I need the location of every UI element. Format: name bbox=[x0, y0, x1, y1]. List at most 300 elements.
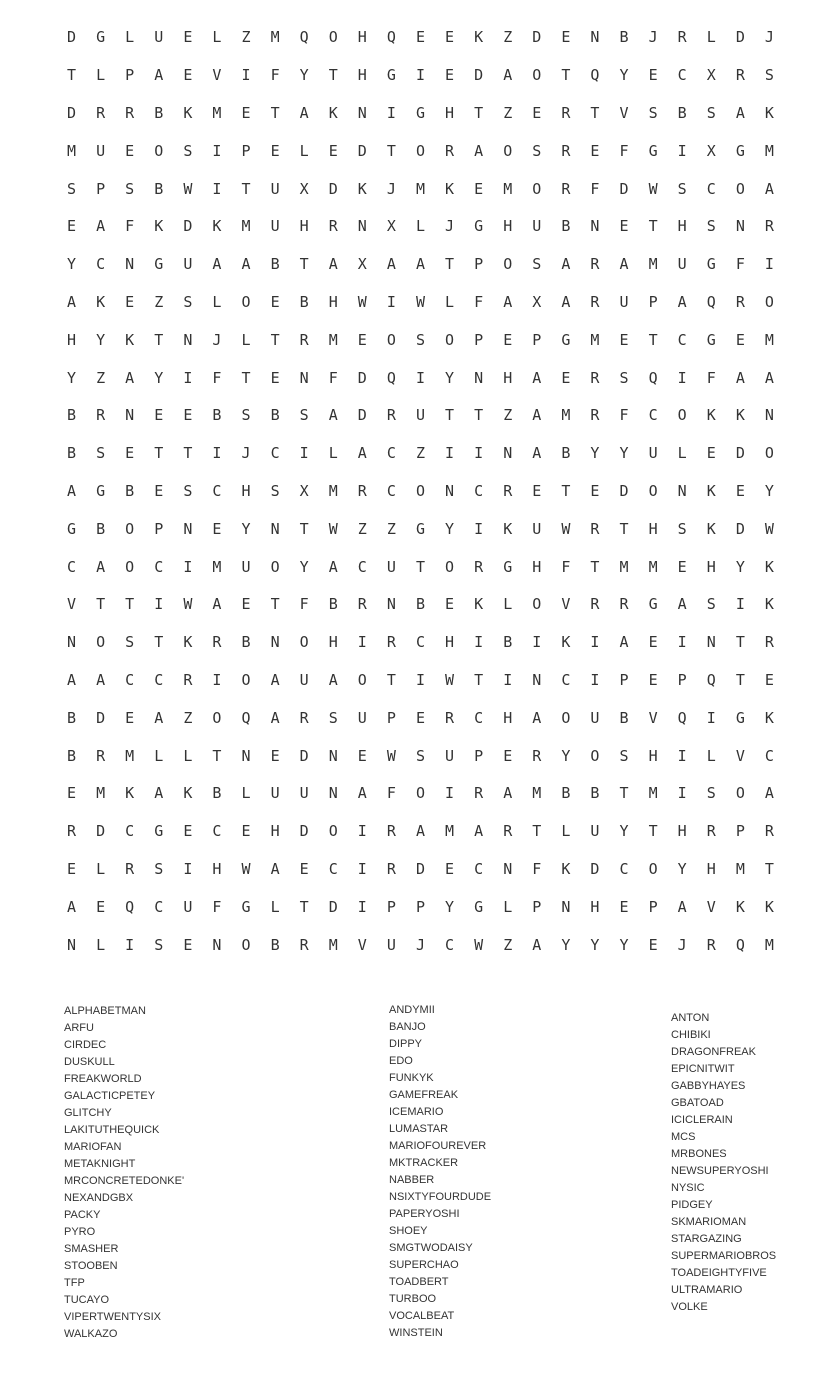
grid-letter[interactable]: B bbox=[125, 481, 135, 500]
grid-letter[interactable]: E bbox=[590, 481, 600, 500]
grid-letter[interactable]: T bbox=[590, 557, 600, 576]
grid-letter[interactable]: D bbox=[328, 179, 338, 198]
grid-letter[interactable]: Y bbox=[619, 66, 629, 85]
grid-letter[interactable]: E bbox=[474, 179, 484, 198]
grid-letter[interactable]: D bbox=[96, 822, 106, 841]
grid-letter[interactable]: D bbox=[735, 28, 745, 47]
grid-letter[interactable]: T bbox=[125, 595, 135, 614]
grid-letter[interactable]: H bbox=[445, 103, 455, 122]
grid-letter[interactable]: U bbox=[532, 519, 542, 538]
grid-letter[interactable]: H bbox=[648, 746, 658, 765]
grid-letter[interactable]: K bbox=[764, 557, 774, 576]
grid-letter[interactable]: M bbox=[328, 330, 338, 349]
grid-letter[interactable]: A bbox=[154, 784, 164, 803]
grid-letter[interactable]: K bbox=[183, 633, 193, 652]
grid-letter[interactable]: E bbox=[241, 822, 251, 841]
grid-letter[interactable]: P bbox=[415, 897, 425, 916]
grid-letter[interactable]: O bbox=[648, 859, 658, 878]
grid-letter[interactable]: L bbox=[706, 28, 716, 47]
grid-letter[interactable]: Z bbox=[503, 935, 513, 954]
grid-letter[interactable]: T bbox=[474, 406, 484, 425]
grid-letter[interactable]: O bbox=[270, 557, 280, 576]
grid-letter[interactable]: Z bbox=[386, 519, 396, 538]
grid-letter[interactable]: D bbox=[619, 179, 629, 198]
grid-letter[interactable]: B bbox=[299, 292, 309, 311]
grid-letter[interactable]: I bbox=[357, 897, 367, 916]
grid-letter[interactable]: H bbox=[328, 292, 338, 311]
grid-letter[interactable]: I bbox=[474, 633, 484, 652]
grid-letter[interactable]: I bbox=[125, 935, 135, 954]
grid-letter[interactable]: D bbox=[299, 822, 309, 841]
grid-letter[interactable]: Q bbox=[386, 28, 396, 47]
grid-letter[interactable]: O bbox=[241, 935, 251, 954]
grid-letter[interactable]: O bbox=[677, 406, 687, 425]
grid-letter[interactable]: T bbox=[154, 633, 164, 652]
grid-letter[interactable]: K bbox=[764, 708, 774, 727]
grid-letter[interactable]: T bbox=[474, 670, 484, 689]
grid-letter[interactable]: S bbox=[619, 746, 629, 765]
grid-letter[interactable]: N bbox=[590, 217, 600, 236]
grid-letter[interactable]: E bbox=[270, 368, 280, 387]
grid-letter[interactable]: T bbox=[735, 633, 745, 652]
grid-letter[interactable]: B bbox=[503, 633, 513, 652]
grid-letter[interactable]: L bbox=[503, 595, 513, 614]
grid-letter[interactable]: C bbox=[154, 670, 164, 689]
grid-letter[interactable]: O bbox=[532, 595, 542, 614]
grid-letter[interactable]: R bbox=[212, 633, 222, 652]
grid-letter[interactable]: Y bbox=[590, 444, 600, 463]
grid-letter[interactable]: I bbox=[735, 595, 745, 614]
grid-letter[interactable]: Y bbox=[154, 368, 164, 387]
grid-letter[interactable]: A bbox=[386, 255, 396, 274]
grid-letter[interactable]: B bbox=[328, 595, 338, 614]
grid-letter[interactable]: C bbox=[212, 481, 222, 500]
grid-letter[interactable]: F bbox=[532, 859, 542, 878]
grid-letter[interactable]: A bbox=[415, 822, 425, 841]
grid-letter[interactable]: E bbox=[125, 708, 135, 727]
grid-letter[interactable]: H bbox=[648, 519, 658, 538]
grid-letter[interactable]: Y bbox=[677, 859, 687, 878]
grid-letter[interactable]: E bbox=[445, 859, 455, 878]
grid-letter[interactable]: N bbox=[270, 519, 280, 538]
grid-letter[interactable]: S bbox=[67, 179, 77, 198]
grid-letter[interactable]: R bbox=[96, 103, 106, 122]
grid-letter[interactable]: R bbox=[386, 822, 396, 841]
grid-letter[interactable]: O bbox=[125, 557, 135, 576]
grid-letter[interactable]: L bbox=[241, 330, 251, 349]
grid-letter[interactable]: U bbox=[386, 557, 396, 576]
grid-letter[interactable]: H bbox=[212, 859, 222, 878]
grid-letter[interactable]: Y bbox=[619, 822, 629, 841]
grid-letter[interactable]: B bbox=[677, 103, 687, 122]
grid-letter[interactable]: A bbox=[532, 935, 542, 954]
grid-letter[interactable]: T bbox=[67, 66, 77, 85]
grid-letter[interactable]: B bbox=[561, 444, 571, 463]
grid-letter[interactable]: U bbox=[619, 292, 629, 311]
grid-letter[interactable]: S bbox=[619, 368, 629, 387]
grid-letter[interactable]: L bbox=[183, 746, 193, 765]
grid-letter[interactable]: T bbox=[561, 66, 571, 85]
grid-letter[interactable]: A bbox=[764, 784, 774, 803]
grid-letter[interactable]: E bbox=[445, 28, 455, 47]
grid-letter[interactable]: K bbox=[561, 633, 571, 652]
grid-letter[interactable]: I bbox=[532, 633, 542, 652]
grid-letter[interactable]: A bbox=[532, 406, 542, 425]
grid-letter[interactable]: V bbox=[648, 708, 658, 727]
grid-letter[interactable]: A bbox=[357, 444, 367, 463]
grid-letter[interactable]: I bbox=[415, 670, 425, 689]
grid-letter[interactable]: W bbox=[648, 179, 658, 198]
grid-letter[interactable]: A bbox=[328, 557, 338, 576]
grid-letter[interactable]: G bbox=[154, 255, 164, 274]
grid-letter[interactable]: G bbox=[154, 822, 164, 841]
grid-letter[interactable]: O bbox=[415, 141, 425, 160]
grid-letter[interactable]: V bbox=[735, 746, 745, 765]
grid-letter[interactable]: H bbox=[67, 330, 77, 349]
grid-letter[interactable]: F bbox=[619, 406, 629, 425]
grid-letter[interactable]: S bbox=[125, 633, 135, 652]
grid-letter[interactable]: D bbox=[735, 519, 745, 538]
grid-letter[interactable]: W bbox=[561, 519, 571, 538]
grid-letter[interactable]: R bbox=[474, 784, 484, 803]
grid-letter[interactable]: L bbox=[154, 746, 164, 765]
grid-letter[interactable]: C bbox=[474, 859, 484, 878]
grid-letter[interactable]: T bbox=[328, 66, 338, 85]
grid-letter[interactable]: Y bbox=[561, 746, 571, 765]
grid-letter[interactable]: D bbox=[328, 897, 338, 916]
grid-letter[interactable]: C bbox=[270, 444, 280, 463]
grid-letter[interactable]: T bbox=[764, 859, 774, 878]
grid-letter[interactable]: P bbox=[532, 330, 542, 349]
grid-letter[interactable]: K bbox=[735, 897, 745, 916]
grid-letter[interactable]: E bbox=[241, 103, 251, 122]
grid-letter[interactable]: C bbox=[415, 633, 425, 652]
grid-letter[interactable]: A bbox=[96, 670, 106, 689]
grid-letter[interactable]: B bbox=[590, 784, 600, 803]
grid-letter[interactable]: N bbox=[386, 595, 396, 614]
grid-letter[interactable]: N bbox=[706, 633, 716, 652]
grid-letter[interactable]: E bbox=[415, 28, 425, 47]
grid-letter[interactable]: E bbox=[561, 368, 571, 387]
grid-letter[interactable]: Y bbox=[299, 557, 309, 576]
grid-letter[interactable]: G bbox=[648, 595, 658, 614]
grid-letter[interactable]: O bbox=[154, 141, 164, 160]
grid-letter[interactable]: C bbox=[764, 746, 774, 765]
grid-letter[interactable]: N bbox=[503, 859, 513, 878]
grid-letter[interactable]: M bbox=[241, 217, 251, 236]
grid-letter[interactable]: E bbox=[67, 859, 77, 878]
grid-letter[interactable]: A bbox=[735, 103, 745, 122]
grid-letter[interactable]: A bbox=[125, 368, 135, 387]
grid-letter[interactable]: I bbox=[154, 595, 164, 614]
grid-letter[interactable]: G bbox=[648, 141, 658, 160]
grid-letter[interactable]: H bbox=[445, 633, 455, 652]
grid-letter[interactable]: T bbox=[241, 368, 251, 387]
grid-letter[interactable]: N bbox=[183, 519, 193, 538]
grid-letter[interactable]: M bbox=[532, 784, 542, 803]
grid-letter[interactable]: M bbox=[764, 935, 774, 954]
grid-letter[interactable]: F bbox=[706, 368, 716, 387]
grid-letter[interactable]: Q bbox=[706, 670, 716, 689]
grid-letter[interactable]: S bbox=[125, 179, 135, 198]
grid-letter[interactable]: T bbox=[299, 255, 309, 274]
grid-letter[interactable]: O bbox=[503, 141, 513, 160]
grid-letter[interactable]: N bbox=[532, 670, 542, 689]
grid-letter[interactable]: I bbox=[590, 633, 600, 652]
grid-letter[interactable]: A bbox=[270, 859, 280, 878]
grid-letter[interactable]: F bbox=[735, 255, 745, 274]
grid-letter[interactable]: R bbox=[474, 557, 484, 576]
grid-letter[interactable]: X bbox=[706, 141, 716, 160]
grid-letter[interactable]: C bbox=[125, 670, 135, 689]
grid-letter[interactable]: G bbox=[415, 103, 425, 122]
grid-letter[interactable]: Y bbox=[561, 935, 571, 954]
grid-letter[interactable]: B bbox=[67, 708, 77, 727]
grid-letter[interactable]: R bbox=[299, 708, 309, 727]
grid-letter[interactable]: R bbox=[561, 179, 571, 198]
grid-letter[interactable]: O bbox=[415, 784, 425, 803]
grid-letter[interactable]: L bbox=[212, 28, 222, 47]
grid-letter[interactable]: O bbox=[561, 708, 571, 727]
grid-letter[interactable]: R bbox=[328, 217, 338, 236]
grid-letter[interactable]: S bbox=[415, 746, 425, 765]
grid-letter[interactable]: N bbox=[241, 746, 251, 765]
grid-letter[interactable]: O bbox=[415, 481, 425, 500]
grid-letter[interactable]: I bbox=[241, 66, 251, 85]
grid-letter[interactable]: V bbox=[212, 66, 222, 85]
grid-letter[interactable]: I bbox=[415, 66, 425, 85]
grid-letter[interactable]: N bbox=[212, 935, 222, 954]
grid-letter[interactable]: I bbox=[445, 784, 455, 803]
grid-letter[interactable]: B bbox=[154, 179, 164, 198]
grid-letter[interactable]: H bbox=[328, 633, 338, 652]
grid-letter[interactable]: N bbox=[357, 217, 367, 236]
grid-letter[interactable]: Y bbox=[619, 444, 629, 463]
grid-letter[interactable]: I bbox=[212, 179, 222, 198]
grid-letter[interactable]: C bbox=[67, 557, 77, 576]
grid-letter[interactable]: A bbox=[764, 368, 774, 387]
grid-letter[interactable]: E bbox=[619, 217, 629, 236]
grid-letter[interactable]: I bbox=[386, 292, 396, 311]
grid-letter[interactable]: R bbox=[445, 708, 455, 727]
grid-letter[interactable]: S bbox=[183, 481, 193, 500]
grid-letter[interactable]: I bbox=[183, 557, 193, 576]
grid-letter[interactable]: G bbox=[67, 519, 77, 538]
grid-letter[interactable]: E bbox=[183, 822, 193, 841]
grid-letter[interactable]: U bbox=[357, 708, 367, 727]
grid-letter[interactable]: A bbox=[764, 179, 774, 198]
grid-letter[interactable]: I bbox=[474, 444, 484, 463]
grid-letter[interactable]: B bbox=[212, 784, 222, 803]
grid-letter[interactable]: R bbox=[590, 519, 600, 538]
grid-letter[interactable]: N bbox=[67, 633, 77, 652]
grid-letter[interactable]: E bbox=[183, 406, 193, 425]
grid-letter[interactable]: H bbox=[357, 28, 367, 47]
grid-letter[interactable]: F bbox=[270, 66, 280, 85]
grid-letter[interactable]: P bbox=[619, 670, 629, 689]
grid-letter[interactable]: P bbox=[735, 822, 745, 841]
grid-letter[interactable]: L bbox=[96, 859, 106, 878]
grid-letter[interactable]: Z bbox=[503, 28, 513, 47]
grid-letter[interactable]: N bbox=[328, 746, 338, 765]
grid-letter[interactable]: D bbox=[357, 368, 367, 387]
grid-letter[interactable]: C bbox=[677, 66, 687, 85]
grid-letter[interactable]: J bbox=[764, 28, 774, 47]
grid-letter[interactable]: R bbox=[590, 406, 600, 425]
grid-letter[interactable]: F bbox=[474, 292, 484, 311]
grid-letter[interactable]: Q bbox=[648, 368, 658, 387]
grid-letter[interactable]: R bbox=[590, 368, 600, 387]
grid-letter[interactable]: Y bbox=[67, 255, 77, 274]
grid-letter[interactable]: M bbox=[67, 141, 77, 160]
grid-letter[interactable]: T bbox=[619, 519, 629, 538]
grid-letter[interactable]: A bbox=[328, 670, 338, 689]
grid-letter[interactable]: G bbox=[706, 255, 716, 274]
grid-letter[interactable]: E bbox=[532, 481, 542, 500]
grid-letter[interactable]: U bbox=[677, 255, 687, 274]
grid-letter[interactable]: W bbox=[241, 859, 251, 878]
grid-letter[interactable]: I bbox=[299, 444, 309, 463]
grid-letter[interactable]: U bbox=[183, 897, 193, 916]
grid-letter[interactable]: S bbox=[532, 141, 542, 160]
grid-letter[interactable]: O bbox=[735, 179, 745, 198]
grid-letter[interactable]: E bbox=[154, 406, 164, 425]
grid-letter[interactable]: A bbox=[415, 255, 425, 274]
grid-letter[interactable]: N bbox=[328, 784, 338, 803]
grid-letter[interactable]: R bbox=[706, 935, 716, 954]
grid-letter[interactable]: P bbox=[474, 746, 484, 765]
grid-letter[interactable]: B bbox=[96, 519, 106, 538]
grid-letter[interactable]: I bbox=[677, 746, 687, 765]
grid-letter[interactable]: R bbox=[561, 141, 571, 160]
grid-letter[interactable]: D bbox=[183, 217, 193, 236]
grid-letter[interactable]: O bbox=[328, 28, 338, 47]
grid-letter[interactable]: E bbox=[270, 292, 280, 311]
grid-letter[interactable]: Y bbox=[241, 519, 251, 538]
grid-letter[interactable]: M bbox=[96, 784, 106, 803]
grid-letter[interactable]: B bbox=[561, 217, 571, 236]
grid-letter[interactable]: T bbox=[648, 330, 658, 349]
grid-letter[interactable]: D bbox=[96, 708, 106, 727]
grid-letter[interactable]: Q bbox=[590, 66, 600, 85]
grid-letter[interactable]: A bbox=[212, 255, 222, 274]
grid-letter[interactable]: K bbox=[735, 406, 745, 425]
grid-letter[interactable]: A bbox=[154, 708, 164, 727]
grid-letter[interactable]: F bbox=[561, 557, 571, 576]
grid-letter[interactable]: M bbox=[735, 859, 745, 878]
grid-letter[interactable]: N bbox=[183, 330, 193, 349]
grid-letter[interactable]: D bbox=[619, 481, 629, 500]
grid-letter[interactable]: R bbox=[677, 28, 687, 47]
grid-letter[interactable]: F bbox=[619, 141, 629, 160]
grid-letter[interactable]: R bbox=[183, 670, 193, 689]
grid-letter[interactable]: O bbox=[328, 822, 338, 841]
grid-letter[interactable]: E bbox=[735, 330, 745, 349]
grid-letter[interactable]: H bbox=[241, 481, 251, 500]
grid-letter[interactable]: R bbox=[386, 633, 396, 652]
grid-letter[interactable]: Y bbox=[96, 330, 106, 349]
grid-letter[interactable]: N bbox=[590, 28, 600, 47]
grid-letter[interactable]: I bbox=[590, 670, 600, 689]
grid-letter[interactable]: E bbox=[648, 633, 658, 652]
grid-letter[interactable]: T bbox=[299, 519, 309, 538]
grid-letter[interactable]: O bbox=[125, 519, 135, 538]
grid-letter[interactable]: E bbox=[241, 595, 251, 614]
grid-letter[interactable]: D bbox=[590, 859, 600, 878]
grid-letter[interactable]: H bbox=[503, 708, 513, 727]
grid-letter[interactable]: S bbox=[241, 406, 251, 425]
grid-letter[interactable]: I bbox=[677, 784, 687, 803]
grid-letter[interactable]: M bbox=[445, 822, 455, 841]
grid-letter[interactable]: M bbox=[328, 935, 338, 954]
grid-letter[interactable]: U bbox=[270, 784, 280, 803]
grid-letter[interactable]: C bbox=[212, 822, 222, 841]
grid-letter[interactable]: G bbox=[735, 708, 745, 727]
grid-letter[interactable]: K bbox=[154, 217, 164, 236]
grid-letter[interactable]: P bbox=[386, 708, 396, 727]
grid-letter[interactable]: N bbox=[67, 935, 77, 954]
grid-letter[interactable]: E bbox=[183, 935, 193, 954]
grid-letter[interactable]: G bbox=[561, 330, 571, 349]
grid-letter[interactable]: G bbox=[415, 519, 425, 538]
grid-letter[interactable]: V bbox=[619, 103, 629, 122]
grid-letter[interactable]: Q bbox=[386, 368, 396, 387]
grid-letter[interactable]: P bbox=[125, 66, 135, 85]
grid-letter[interactable]: I bbox=[357, 859, 367, 878]
grid-letter[interactable]: A bbox=[735, 368, 745, 387]
grid-letter[interactable]: R bbox=[357, 595, 367, 614]
grid-letter[interactable]: H bbox=[677, 217, 687, 236]
grid-letter[interactable]: U bbox=[183, 255, 193, 274]
grid-letter[interactable]: F bbox=[590, 179, 600, 198]
grid-letter[interactable]: R bbox=[125, 859, 135, 878]
grid-letter[interactable]: I bbox=[503, 670, 513, 689]
grid-letter[interactable]: I bbox=[677, 633, 687, 652]
grid-letter[interactable]: S bbox=[764, 66, 774, 85]
grid-letter[interactable]: E bbox=[299, 859, 309, 878]
grid-letter[interactable]: N bbox=[270, 633, 280, 652]
grid-letter[interactable]: H bbox=[503, 217, 513, 236]
grid-letter[interactable]: E bbox=[503, 746, 513, 765]
grid-letter[interactable]: Q bbox=[299, 28, 309, 47]
grid-letter[interactable]: M bbox=[764, 141, 774, 160]
grid-letter[interactable]: V bbox=[357, 935, 367, 954]
grid-letter[interactable]: S bbox=[706, 595, 716, 614]
grid-letter[interactable]: U bbox=[415, 406, 425, 425]
grid-letter[interactable]: T bbox=[270, 103, 280, 122]
grid-letter[interactable]: A bbox=[154, 66, 164, 85]
grid-letter[interactable]: K bbox=[474, 595, 484, 614]
grid-letter[interactable]: S bbox=[706, 784, 716, 803]
grid-letter[interactable]: B bbox=[561, 784, 571, 803]
grid-letter[interactable]: E bbox=[357, 330, 367, 349]
grid-letter[interactable]: I bbox=[677, 368, 687, 387]
grid-letter[interactable]: X bbox=[532, 292, 542, 311]
grid-letter[interactable]: A bbox=[619, 255, 629, 274]
grid-letter[interactable]: I bbox=[357, 633, 367, 652]
grid-letter[interactable]: E bbox=[270, 746, 280, 765]
grid-letter[interactable]: L bbox=[706, 746, 716, 765]
grid-letter[interactable]: P bbox=[154, 519, 164, 538]
grid-letter[interactable]: E bbox=[328, 141, 338, 160]
grid-letter[interactable]: E bbox=[561, 28, 571, 47]
grid-letter[interactable]: U bbox=[241, 557, 251, 576]
grid-letter[interactable]: E bbox=[706, 444, 716, 463]
grid-letter[interactable]: B bbox=[619, 28, 629, 47]
grid-letter[interactable]: B bbox=[241, 633, 251, 652]
grid-letter[interactable]: P bbox=[241, 141, 251, 160]
grid-letter[interactable]: O bbox=[386, 330, 396, 349]
